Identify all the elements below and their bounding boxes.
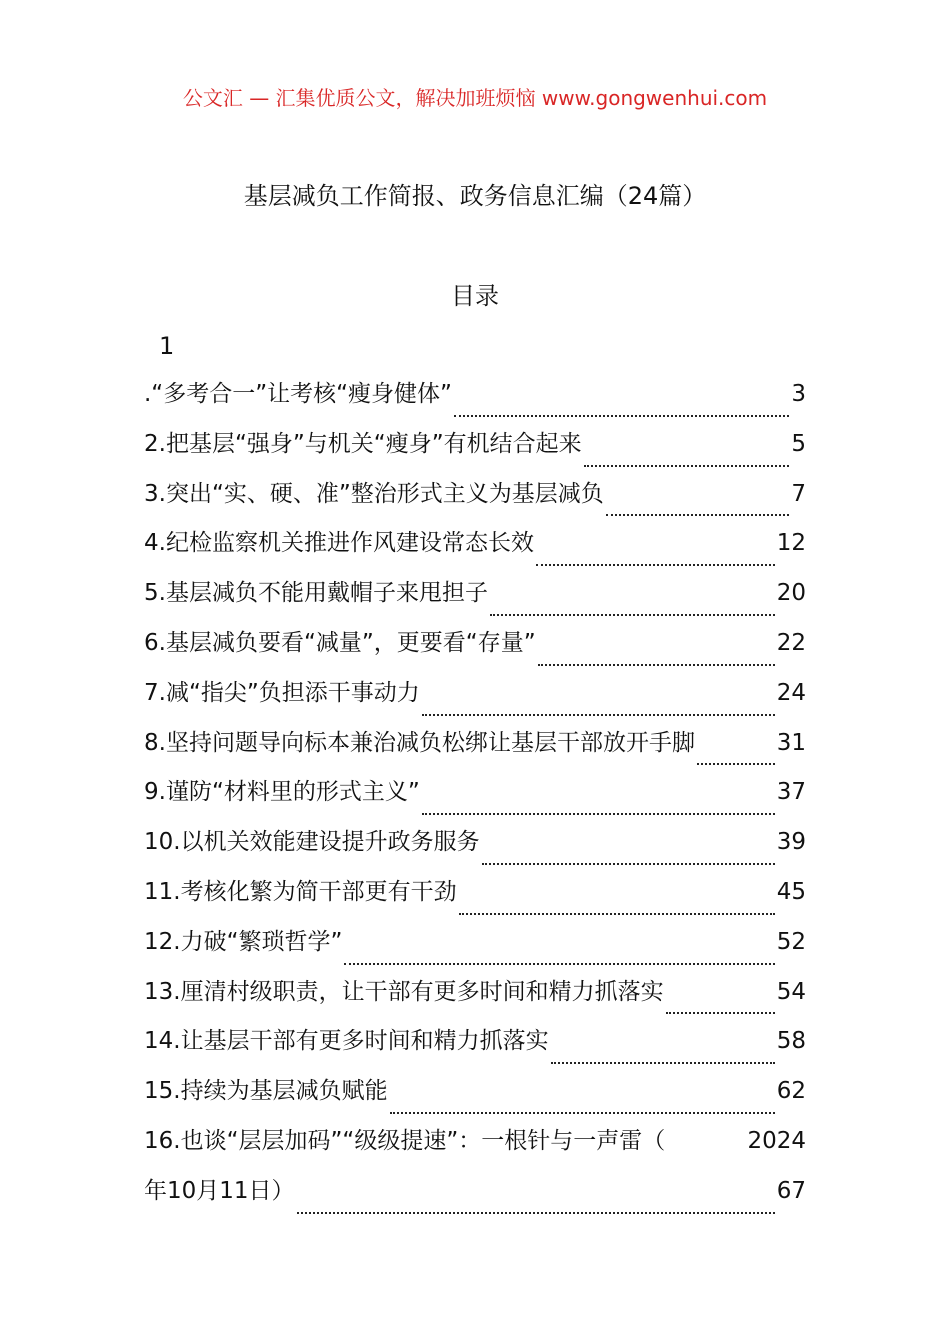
watermark-banner: 公文汇 — 汇集优质公文，解决加班烦恼 www.gongwenhui.com [182,86,768,110]
toc-entry-page: 58 [776,1028,806,1055]
toc-leader-dots [584,465,790,467]
toc-entry-title: 8.坚持问题导向标本兼治减负松绑让基层干部放开手脚 [144,729,695,756]
toc-entry-page: 12 [776,530,806,557]
toc-entry-title: 6.基层减负要看“减量”，更要看“存量” [144,629,536,656]
toc-entry[interactable] [144,875,806,925]
toc-leader-dots [490,614,775,616]
toc-entry-wrapped-line1[interactable] [144,1124,806,1174]
toc-entry-title-continued: 2024 [747,1127,806,1154]
toc-leader-dots [422,714,775,716]
toc-entry[interactable] [144,576,806,626]
toc-entry-page: 3 [791,381,806,407]
toc-entry-title: 5.基层减负不能用戴帽子来甩担子 [144,580,488,607]
toc-leader-dots [482,863,775,865]
toc-leader-dots [551,1062,775,1064]
toc-entry[interactable] [144,377,806,427]
toc-entry-page: 67 [776,1177,806,1204]
toc-entry-title: .“多考合一”让考核“瘦身健体” [144,381,452,407]
toc-entry[interactable] [144,975,806,1025]
toc-entry[interactable] [144,626,806,676]
toc-leader-dots [697,763,775,765]
toc-entry[interactable] [144,775,806,825]
toc-entry[interactable] [144,1074,806,1124]
toc-entry-title: 14.让基层干部有更多时间和精力抓落实 [144,1028,549,1055]
toc-entry-title: 10.以机关效能建设提升政务服务 [144,829,480,856]
toc-entry[interactable] [144,726,806,776]
toc-entry-wrapped-line2[interactable] [144,1174,806,1224]
toc-leader-dots [459,913,775,915]
toc-leader-dots [606,514,790,516]
toc-entry-title: 16.也谈“层层加码”“级级提速”：一根针与一声雷（ [144,1127,666,1154]
toc-entry-title: 12.力破“繁琐哲学” [144,928,343,955]
toc-leader-dots [538,664,775,666]
toc-entry-page: 20 [776,580,806,607]
toc-entry-page: 54 [776,978,806,1005]
toc-entry-page: 62 [776,1078,806,1105]
toc-entry[interactable] [144,1024,806,1074]
toc-entry-page: 45 [776,878,806,905]
toc-entry-page: 37 [776,779,806,806]
toc-entry[interactable] [144,676,806,726]
toc-leader-dots [666,1012,775,1014]
toc-entry[interactable] [144,477,806,527]
toc-entry-page: 39 [776,829,806,856]
toc-entry-page: 7 [791,480,806,507]
toc-entry-title: 3.突出“实、硬、准”整治形式主义为基层减负 [144,480,604,507]
toc-leader-dots [422,813,775,815]
toc-entry-title: 2.把基层“强身”与机关“瘦身”有机结合起来 [144,430,582,457]
toc-entry-page: 52 [776,928,806,955]
toc-entry[interactable] [144,427,806,477]
toc-entry[interactable] [144,925,806,975]
table-of-contents [144,377,806,1224]
toc-leader-dots [390,1112,775,1114]
toc-entry-page: 24 [776,679,806,706]
toc-entry-page: 31 [776,729,806,756]
toc-entry[interactable] [144,526,806,576]
toc-entry[interactable] [144,825,806,875]
toc-leader-dots [297,1212,775,1214]
toc-entry-title: 9.谨防“材料里的形式主义” [144,779,420,806]
toc-entry-page: 5 [791,430,806,457]
toc-entry-title: 11.考核化繁为简干部更有干劲 [144,878,457,905]
toc-entry-title: 4.纪检监察机关推进作风建设常态长效 [144,530,534,557]
toc-number: 1 [159,332,175,360]
toc-entry-title: 7.减“指尖”负担添干事动力 [144,679,420,706]
toc-entry-title: 15.持续为基层减负赋能 [144,1078,388,1105]
toc-heading: 目录 [451,282,499,310]
toc-entry-title: 13.厘清村级职责，让干部有更多时间和精力抓落实 [144,978,664,1005]
toc-leader-dots [454,415,789,417]
toc-entry-page: 22 [776,629,806,656]
toc-entry-title: 年10月11日） [144,1177,295,1204]
toc-leader-dots [344,963,774,965]
document-title: 基层减负工作简报、政务信息汇编（24篇） [243,182,707,210]
toc-leader-dots [536,564,775,566]
